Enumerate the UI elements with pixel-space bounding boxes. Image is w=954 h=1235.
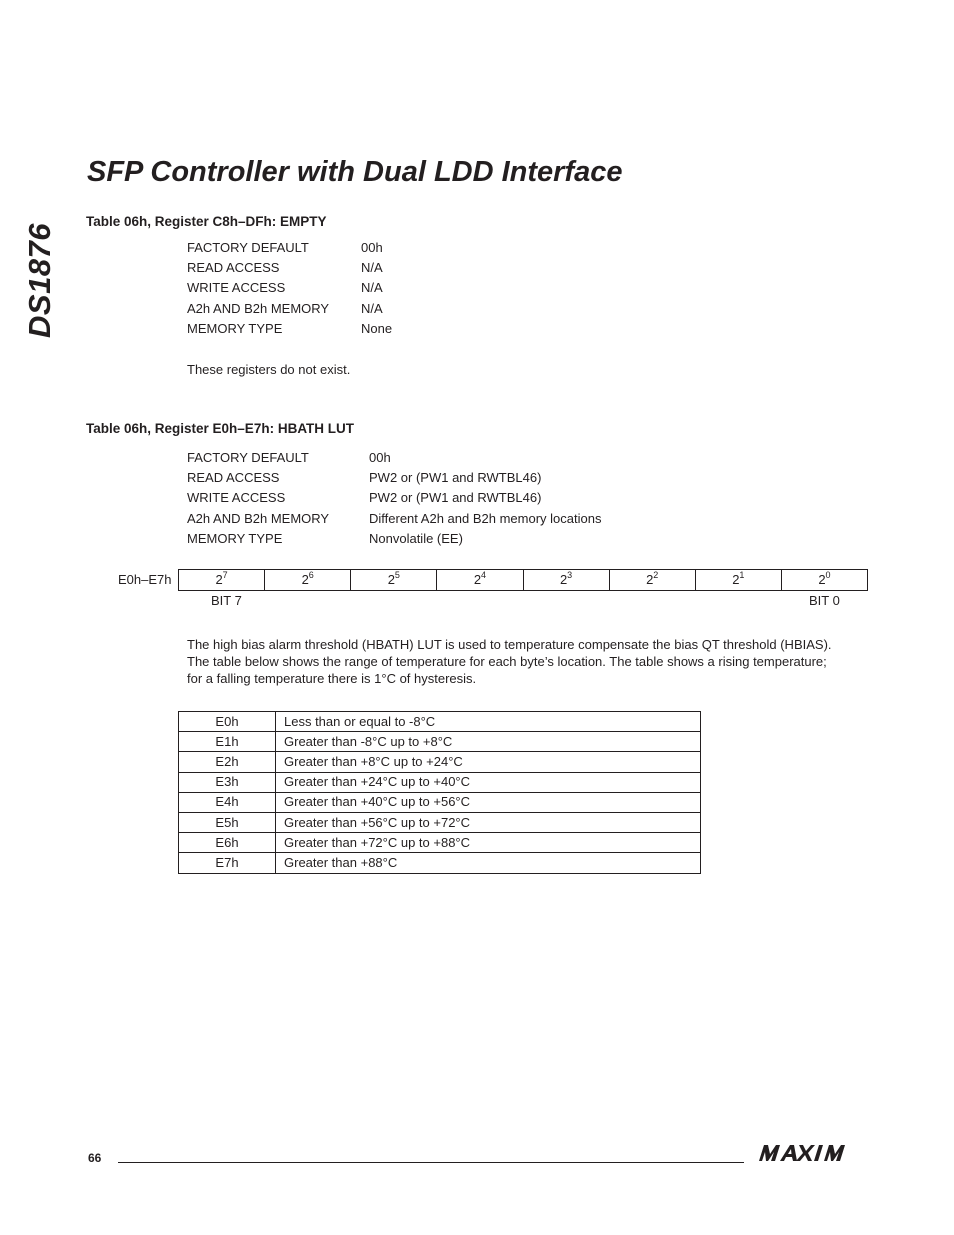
property-value: N/A [361, 260, 383, 276]
table-row [179, 833, 701, 853]
property-row [187, 448, 601, 468]
table-row [179, 712, 701, 732]
hbath-description [187, 636, 867, 687]
property-label: WRITE ACCESS [187, 280, 286, 296]
property-label: WRITE ACCESS [187, 490, 286, 506]
lut-range: Greater than +24°C up to +40°C [276, 772, 701, 792]
bit-cell: $2^0$ [781, 570, 867, 590]
bit-low-caption: BIT 0 [809, 593, 840, 608]
bit-cell: $2^3$ [523, 570, 609, 590]
lut-address: E0h [179, 712, 276, 732]
lut-range: Greater than +8°C up to +24°C [276, 752, 701, 772]
bit-cell: $2^6$ [264, 570, 350, 590]
bit-cell: $2^5$ [350, 570, 436, 590]
lut-address: E3h [179, 772, 276, 792]
bit-cell: $2^7$ [215, 570, 228, 587]
property-row [187, 319, 392, 339]
table-row [179, 752, 701, 772]
document-title: SFP Controller with Dual LDD Interface [87, 156, 623, 188]
property-label: MEMORY TYPE [187, 530, 283, 546]
property-row [187, 299, 392, 319]
table-row [179, 812, 701, 832]
property-row [187, 278, 392, 298]
lut-range: Greater than +40°C up to +56°C [276, 792, 701, 812]
bit-high-caption: BIT 7 [211, 593, 242, 608]
side-part-number: DS1876 [22, 222, 57, 338]
lut-address: E5h [179, 812, 276, 832]
bit-cell: $2^1$ [695, 570, 781, 590]
bit-cell: $2^4$ [436, 570, 522, 590]
table-row [179, 853, 701, 873]
property-label: MEMORY TYPE [187, 320, 283, 336]
table-row [179, 772, 701, 792]
lut-address: E1h [179, 732, 276, 752]
footer-divider [118, 1162, 744, 1163]
property-value: PW2 or (PW1 and RWTBL46) [369, 470, 542, 486]
lut-range: Greater than -8°C up to +8°C [276, 732, 701, 752]
property-value: Different A2h and B2h memory locations [369, 510, 602, 526]
lut-range: Less than or equal to -8°C [276, 712, 701, 732]
property-label: READ ACCESS [187, 470, 280, 486]
description-line: for a falling temperature there is 1°C of hysteresis. [187, 671, 477, 686]
page-number: 66 [88, 1151, 102, 1165]
section-heading-empty: Table 06h, Register C8h–DFh: EMPTY [86, 214, 327, 229]
property-label: FACTORY DEFAULT [187, 450, 309, 465]
bit-map-table [178, 569, 868, 591]
lut-address: E4h [179, 792, 276, 812]
lut-range: Greater than +88°C [276, 853, 701, 873]
property-list-empty [187, 238, 392, 339]
property-label: A2h AND B2h MEMORY [187, 300, 330, 316]
property-row [187, 468, 601, 488]
temperature-lut-table [178, 711, 701, 874]
property-label: A2h AND B2h MEMORY [187, 510, 330, 526]
property-row [187, 238, 392, 258]
table-row [179, 732, 701, 752]
property-value: N/A [361, 300, 383, 316]
maxim-logo [756, 1144, 868, 1162]
lut-address: E6h [179, 833, 276, 853]
property-value: None [361, 320, 393, 336]
property-label: READ ACCESS [187, 260, 280, 276]
section-heading-hbath-lut: Table 06h, Register E0h–E7h: HBATH LUT [86, 421, 355, 436]
empty-registers-note: These registers do not exist. [187, 362, 351, 377]
property-row [187, 488, 601, 508]
property-value: 00h [361, 240, 383, 255]
property-value: 00h [369, 450, 391, 465]
property-value: PW2 or (PW1 and RWTBL46) [369, 490, 542, 506]
property-row [187, 529, 601, 549]
bit-cell: $2^2$ [609, 570, 695, 590]
property-row [187, 509, 601, 529]
register-address-label: E0h–E7h [118, 572, 172, 587]
property-value: N/A [361, 280, 383, 296]
property-label: FACTORY DEFAULT [187, 240, 309, 255]
description-line: The table below shows the range of temperature for each byte’s location. The table shows a rising temperature; [187, 654, 827, 669]
lut-address: E7h [179, 853, 276, 873]
lut-range: Greater than +72°C up to +88°C [276, 833, 701, 853]
property-value: Nonvolatile (EE) [369, 530, 463, 546]
lut-range: Greater than +56°C up to +72°C [276, 812, 701, 832]
property-row [187, 258, 392, 278]
property-list-hbath-lut [187, 448, 601, 549]
table-row [179, 792, 701, 812]
lut-address: E2h [179, 752, 276, 772]
description-line: The high bias alarm threshold (HBATH) LUT is used to temperature compensate the bias QT threshold (HBIAS). [187, 637, 832, 652]
